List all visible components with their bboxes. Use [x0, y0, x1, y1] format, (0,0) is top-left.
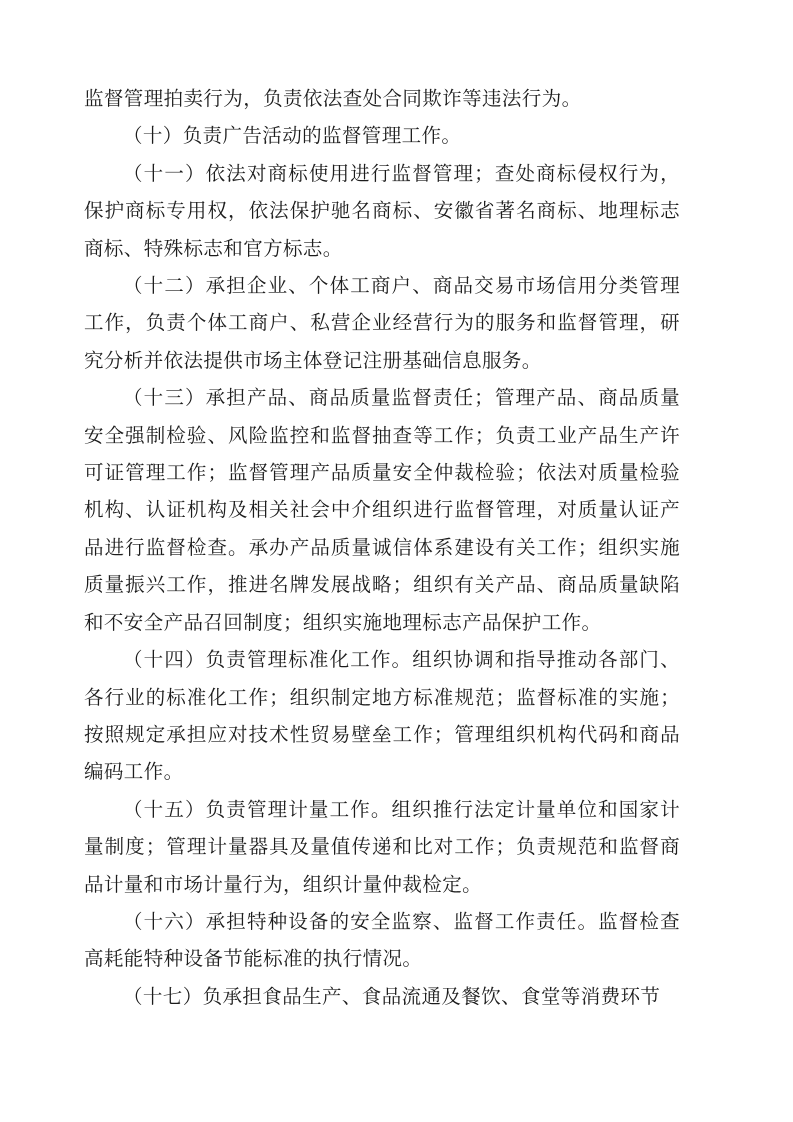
paragraph-item-12: （十二）承担企业、个体工商户、商品交易市场信用分类管理工作，负责个体工商户、私营企业经营行为的服务和监督管理，研究分析并依法提供市场主体登记注册基础信息服务。: [84, 274, 680, 372]
document-body: [84, 80, 680, 1015]
paragraph-item-16: （十六）承担特种设备的安全监察、监督工作责任。监督检查高耗能特种设备节能标准的执行情况。: [84, 909, 680, 971]
paragraph-item-13: （十三）承担产品、商品质量监督责任；管理产品、商品质量安全强制检验、风险监控和监督抽查等工作；负责工业产品生产许可证管理工作；监督管理产品质量安全仲裁检验；依法对质量检验机构、认证机构及相关社会中介组织进行监督管理，对质量认证产品进行监督检查。承办产品质量诚信体系建设有关工作；组织实施质量振兴工作，推进名牌发展战略；组织有关产品、商品质量缺陷和不安全产品召回制度；组织实施地理标志产品保护工作。: [84, 386, 680, 634]
paragraph-item-15: （十五）负责管理计量工作。组织推行法定计量单位和国家计量制度；管理计量器具及量值传递和比对工作；负责规范和监督商品计量和市场计量行为，组织计量仲裁检定。: [84, 797, 680, 896]
paragraph-item-11: （十一）依法对商标使用进行监督管理；查处商标侵权行为，保护商标专用权，依法保护驰名商标、安徽省著名商标、地理标志商标、特殊标志和官方标志。: [84, 161, 680, 260]
paragraph-item-10: （十）负责广告活动的监督管理工作。: [123, 124, 462, 148]
paragraph-item-14: （十四）负责管理标准化工作。组织协调和指导推动各部门、各行业的标准化工作；组织制定地方标准规范；监督标准的实施；按照规定承担应对技术性贸易壁垒工作；管理组织机构代码和商品编码工作。: [84, 648, 680, 784]
paragraph-item-17: （十七）负承担食品生产、食品流通及餐饮、食堂等消费环节: [123, 984, 661, 1008]
paragraph-continuation: 监督管理拍卖行为，负责依法查处合同欺诈等违法行为。: [84, 87, 582, 110]
